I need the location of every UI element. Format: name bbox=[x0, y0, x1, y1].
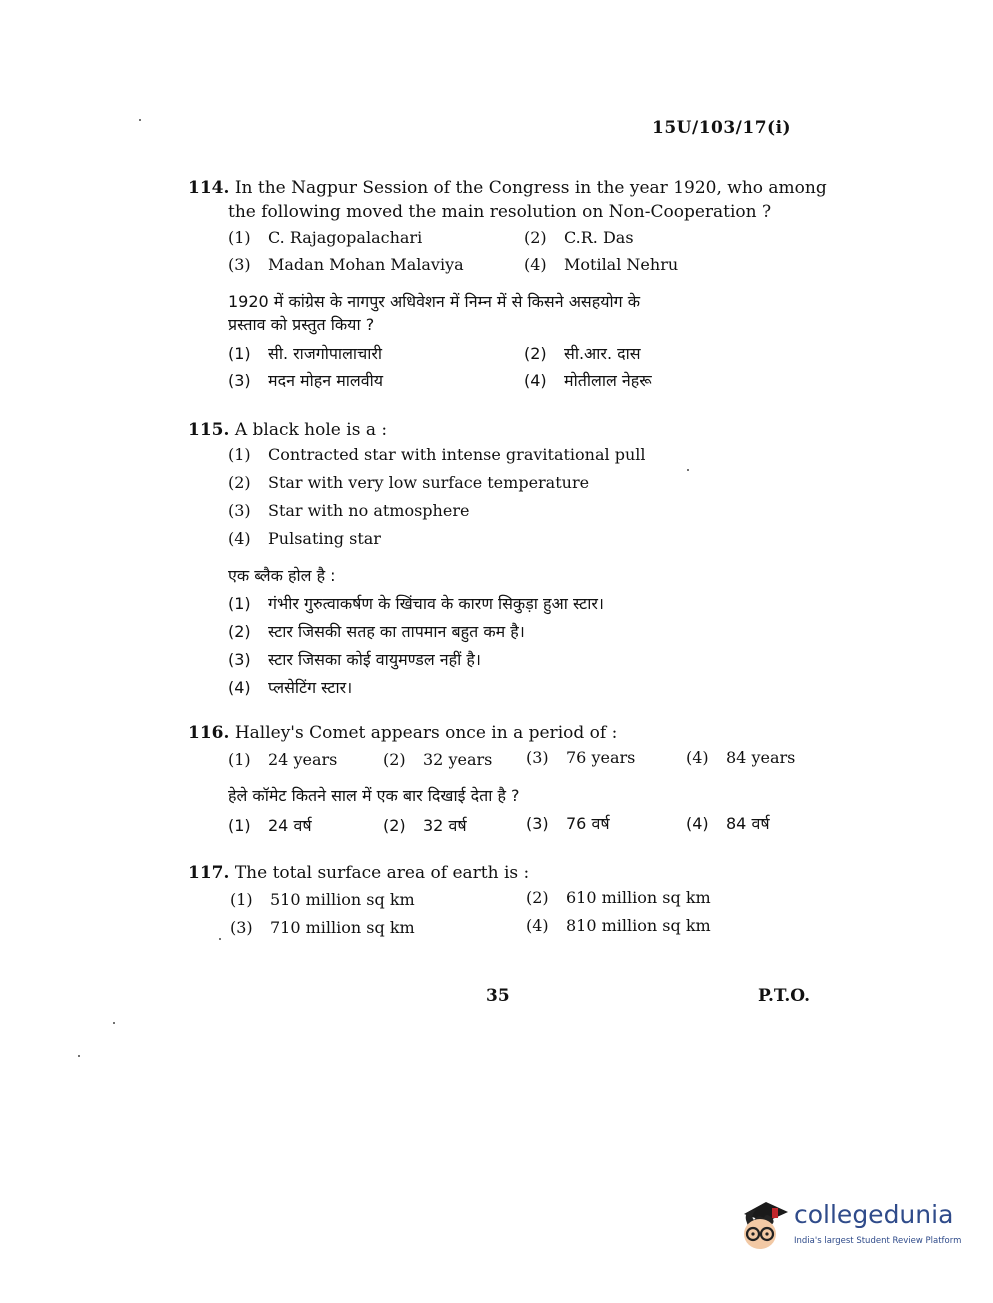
option-hi-4: (4) मोतीलाल नेहरू bbox=[524, 371, 652, 390]
question-text-hi: एक ब्लैक होल है : bbox=[228, 566, 336, 585]
option-4: (4) Pulsating star bbox=[228, 529, 381, 548]
pto-label: P.T.O. bbox=[758, 986, 810, 1006]
option-1: (1) 510 million sq km bbox=[230, 890, 415, 909]
option-hi-3: (3) मदन मोहन मालवीय bbox=[228, 371, 384, 390]
option-2: (2) Star with very low surface temperature bbox=[228, 473, 590, 492]
option-hi-3: (3) 76 वर्ष bbox=[526, 814, 610, 833]
question-text-hi: हेले कॉमेट कितने साल में एक बार दिखाई देता है ? bbox=[228, 786, 520, 805]
option-hi-1: (1) गंभीर गुरुत्वाकर्षण के खिंचाव के कारण सिकुड़ा हुआ स्टार। bbox=[228, 594, 604, 613]
question-116 bbox=[188, 721, 828, 745]
option-1: (1) C. Rajagopalachari bbox=[228, 228, 423, 247]
collegedunia-logo bbox=[736, 1196, 966, 1260]
option-hi-1: (1) 24 वर्ष bbox=[228, 816, 312, 835]
scan-speck bbox=[78, 1055, 80, 1057]
option-1: (1) Contracted star with intense gravitational pull bbox=[228, 445, 646, 464]
option-2: (2) 32 years bbox=[383, 750, 493, 769]
question-text-en: Halley's Comet appears once in a period of : bbox=[234, 723, 618, 743]
question-number: 117. bbox=[188, 863, 230, 883]
page-number: 35 bbox=[486, 986, 510, 1006]
option-3: (3) Star with no atmosphere bbox=[228, 501, 470, 520]
scan-speck bbox=[113, 1022, 115, 1024]
question-number: 115. bbox=[188, 420, 230, 440]
question-text-en: In the Nagpur Session of the Congress in the year 1920, who among bbox=[234, 178, 827, 198]
question-text-hi-cont: प्रस्ताव को प्रस्तुत किया ? bbox=[228, 315, 375, 334]
scan-speck bbox=[687, 469, 689, 471]
question-text-en: A black hole is a : bbox=[234, 420, 388, 440]
logo-tagline: India's largest Student Review Platform bbox=[794, 1236, 962, 1246]
paper-code: 15U/103/17(i) bbox=[652, 118, 792, 138]
question-number: 114. bbox=[188, 178, 230, 198]
option-3: (3) 710 million sq km bbox=[230, 918, 415, 937]
question-text-en-cont: the following moved the main resolution on Non-Cooperation ? bbox=[228, 202, 772, 222]
scan-speck bbox=[139, 119, 141, 121]
option-3: (3) 76 years bbox=[526, 748, 636, 767]
option-4: (4) Motilal Nehru bbox=[524, 255, 679, 274]
option-hi-1: (1) सी. राजगोपालाचारी bbox=[228, 344, 383, 363]
question-117 bbox=[188, 861, 828, 885]
option-3: (3) Madan Mohan Malaviya bbox=[228, 255, 464, 274]
option-hi-2: (2) स्टार जिसकी सतह का तापमान बहुत कम है। bbox=[228, 622, 525, 641]
option-hi-2: (2) 32 वर्ष bbox=[383, 816, 467, 835]
student-mascot-icon bbox=[736, 1196, 792, 1256]
question-text-en: The total surface area of earth is : bbox=[234, 863, 530, 883]
option-4: (4) 810 million sq km bbox=[526, 916, 711, 935]
option-2: (2) 610 million sq km bbox=[526, 888, 711, 907]
option-hi-4: (4) प्लसेटिंग स्टार। bbox=[228, 678, 353, 697]
question-text-hi: 1920 में कांग्रेस के नागपुर अधिवेशन में निम्न में से किसने असहयोग के bbox=[228, 292, 641, 311]
question-114 bbox=[188, 176, 828, 224]
question-number: 116. bbox=[188, 723, 230, 743]
option-4: (4) 84 years bbox=[686, 748, 796, 767]
logo-wordmark: collegedunia bbox=[794, 1200, 954, 1229]
option-hi-2: (2) सी.आर. दास bbox=[524, 344, 641, 363]
option-hi-3: (3) स्टार जिसका कोई वायुमण्डल नहीं है। bbox=[228, 650, 481, 669]
option-1: (1) 24 years bbox=[228, 750, 338, 769]
option-hi-4: (4) 84 वर्ष bbox=[686, 814, 770, 833]
scan-speck bbox=[219, 938, 221, 940]
question-115 bbox=[188, 418, 828, 442]
option-2: (2) C.R. Das bbox=[524, 228, 634, 247]
